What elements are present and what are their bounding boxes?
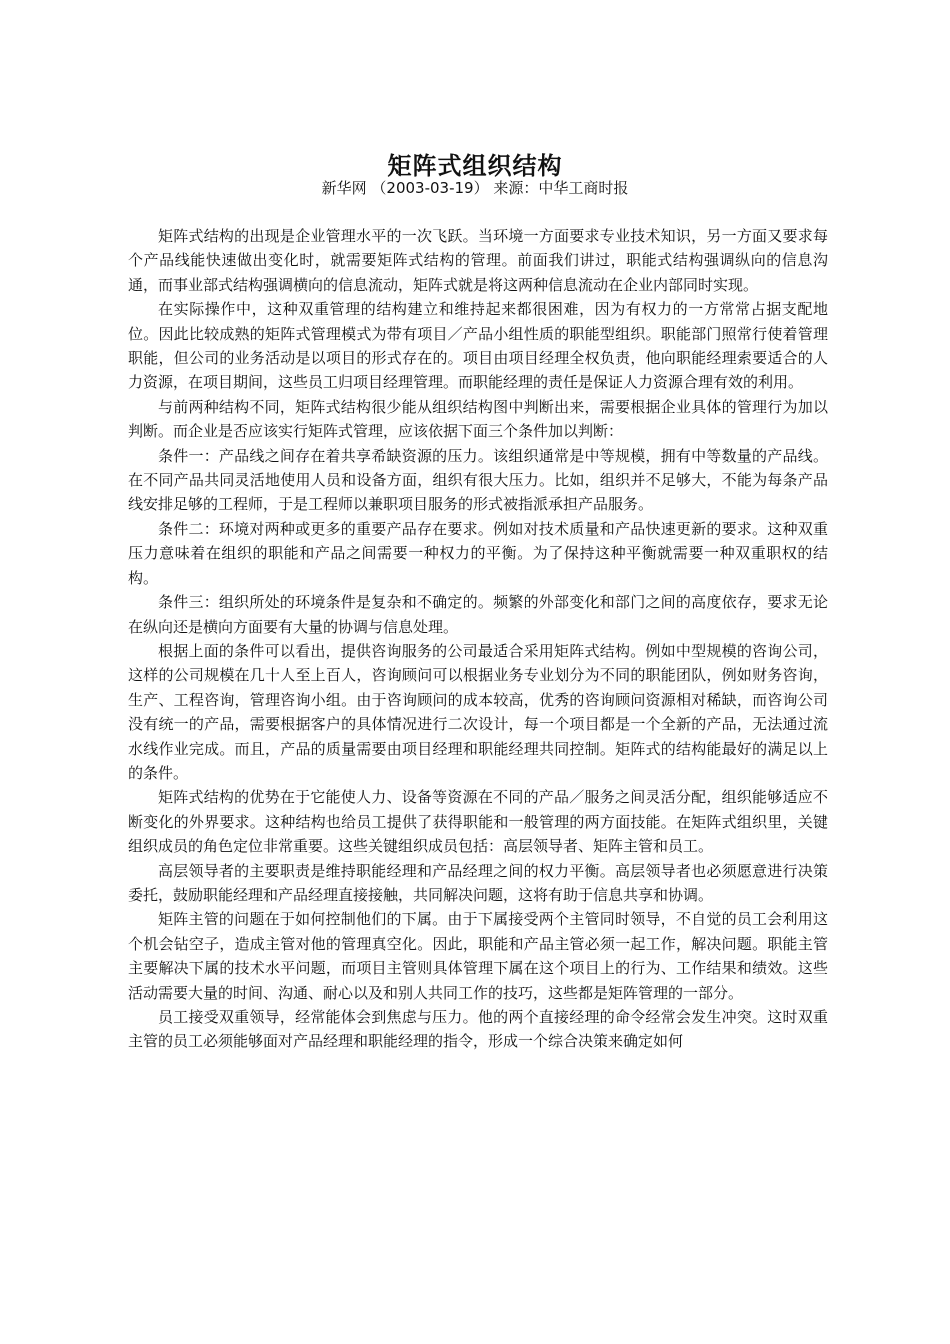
paragraph: 矩阵式结构的出现是企业管理水平的一次飞跃。当环境一方面要求专业技术知识，另一方面又要求每个产品线能快速做出变化时，就需要矩阵式结构的管理。前面我们讲过，职能式结构强调纵向的信息沟通，而事业部式结构强调横向的信息流动，矩阵式就是将这两种信息流动在企业内部同时实现。 — [128, 227, 828, 294]
paragraph: 矩阵主管的问题在于如何控制他们的下属。由于下属接受两个主管同时领导，不自觉的员工会利用这个机会钻空子，造成主管对他的管理真空化。因此，职能和产品主管必须一起工作，解决问题。职能主管主要解决下属的技术水平问题，而项目主管则具体管理下属在这个项目上的行为、工作结果和绩效。这些活动需要大量的时间、沟通、耐心以及和别人共同工作的技巧，这些都是矩阵管理的一部分。 — [128, 910, 828, 1002]
paragraph: 在实际操作中，这种双重管理的结构建立和维持起来都很困难，因为有权力的一方常常占据支配地位。因此比较成熟的矩阵式管理模式为带有项目／产品小组性质的职能型组织。职能部门照常行使着管理职能，但公司的业务活动是以项目的形式存在的。项目由项目经理全权负责，他向职能经理索要适合的人力资源，在项目期间，这些员工归项目经理管理。而职能经理的责任是保证人力资源合理有效的利用。 — [128, 300, 828, 392]
article-body — [128, 224, 828, 1054]
paragraph: 根据上面的条件可以看出，提供咨询服务的公司最适合采用矩阵式结构。例如中型规模的咨询公司，这样的公司规模在几十人至上百人，咨询顾问可以根据业务专业划分为不同的职能团队，例如财务咨询，生产、工程咨询，管理咨询小组。由于咨询顾问的成本较高，优秀的咨询顾问资源相对稀缺，而咨询公司没有统一的产品，需要根据客户的具体情况进行二次设计，每一个项目都是一个全新的产品，无法通过流水线作业完成。而且，产品的质量需要由项目经理和职能经理共同控制。矩阵式的结构能最好的满足以上的条件。 — [128, 641, 828, 782]
paragraph: 条件一：产品线之间存在着共享希缺资源的压力。该组织通常是中等规模，拥有中等数量的产品线。在不同产品共同灵活地使用人员和设备方面，组织有很大压力。比如，组织并不足够大，不能为每条产品线安排足够的工程师，于是工程师以兼职项目服务的形式被指派承担产品服务。 — [128, 446, 828, 514]
paragraph: 员工接受双重领导，经常能体会到焦虑与压力。他的两个直接经理的命令经常会发生冲突。这时双重主管的员工必须能够面对产品经理和职能经理的指令，形成一个综合决策来确定如何 — [128, 1008, 828, 1051]
paragraph: 矩阵式结构的优势在于它能使人力、设备等资源在不同的产品／服务之间灵活分配，组织能够适应不断变化的外界要求。这种结构也给员工提供了获得职能和一般管理的两方面技能。在矩阵式组织里，关键组织成员的角色定位非常重要。这些关键组织成员包括：高层领导者、矩阵主管和员工。 — [128, 788, 828, 856]
paragraph: 条件三：组织所处的环境条件是复杂和不确定的。频繁的外部变化和部门之间的高度依存，要求无论在纵向还是横向方面要有大量的协调与信息处理。 — [128, 593, 828, 636]
paragraph: 高层领导者的主要职责是维持职能经理和产品经理之间的权力平衡。高层领导者也必须愿意进行决策委托，鼓励职能经理和产品经理直接接触，共同解决问题，这将有助于信息共享和协调。 — [128, 861, 828, 904]
document-byline: 新华网 （2003-03-19） 来源：中华工商时报 — [321, 179, 629, 197]
paragraph: 条件二：环境对两种或更多的重要产品存在要求。例如对技术质量和产品快速更新的要求。这种双重压力意味着在组织的职能和产品之间需要一种权力的平衡。为了保持这种平衡就需要一种双重职权的结构。 — [128, 519, 828, 587]
paragraph: 与前两种结构不同，矩阵式结构很少能从组织结构图中判断出来，需要根据企业具体的管理行为加以判断。而企业是否应该实行矩阵式管理，应该依据下面三个条件加以判断： — [128, 397, 828, 441]
document-title: 矩阵式组织结构 — [387, 152, 563, 181]
